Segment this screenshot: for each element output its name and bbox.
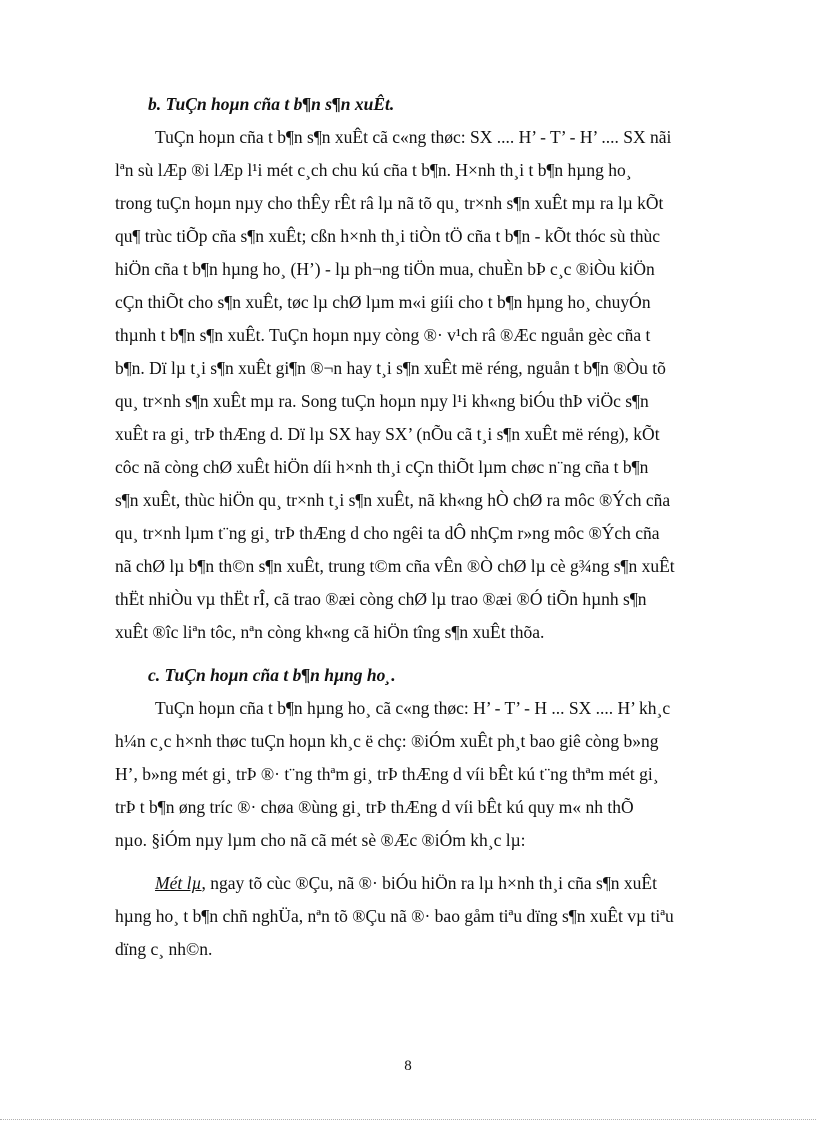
paragraph-line: nã chØ lµ b¶n th©n s¶n xuÊt, trung t©m cña vÊn ®Ò chØ lµ cè g¾ng s¶n xuÊt — [115, 556, 675, 576]
paragraph-line: hiÖn cña t b¶n hµng ho¸ (H’) - lµ ph¬ng tiÖn mua, chuÈn bÞ c¸c ®iÒu kiÖn — [115, 259, 655, 279]
paragraph-line: trong tuÇn hoµn nµy cho thÊy rÊt râ lµ nã tõ qu¸ tr×nh s¶n xuÊt mµ ra lµ kÕt — [115, 193, 664, 213]
paragraph-c — [115, 692, 767, 857]
paragraph-line: TuÇn hoµn cña t b¶n s¶n xuÊt cã c«ng thøc: SX .... H’ - T’ - H’ .... SX nãi — [155, 127, 672, 147]
section-gap — [155, 649, 767, 659]
paragraph-line: trÞ t b¶n øng tríc ®· chøa ®ùng gi¸ trÞ thÆng d víi bÊt kú quy m« nh thÕ — [115, 797, 634, 817]
page-number: 8 — [404, 1058, 412, 1074]
paragraph-line: TuÇn hoµn cña t b¶n hµng ho¸ cã c«ng thøc: H’ - T’ - H ... SX .... H’ kh¸c — [155, 698, 671, 718]
document-body — [115, 88, 767, 966]
paragraph-line: b¶n. Dï lµ t¸i s¶n xuÊt gi¶n ®¬n hay t¸i s¶n xuÊt më réng, nguån t b¶n ®Òu tõ — [115, 358, 666, 378]
paragraph-line: dïng c¸ nh©n. — [115, 939, 213, 959]
paragraph-line: qu¸ tr×nh s¶n xuÊt mµ ra. Song tuÇn hoµn nµy l¹i kh«ng biÓu thÞ viÖc s¶n — [115, 391, 649, 411]
paragraph-line-rest: , ngay tõ cùc ®Çu, nã ®· biÓu hiÖn ra lµ h×nh th¸i cña s¶n xuÊt — [201, 873, 657, 893]
paragraph-line: côc nã còng chØ xuÊt hiÖn díi h×nh th¸i cÇn thiÕt lµm chøc n¨ng cña t b¶n — [115, 457, 649, 477]
paragraph-b — [115, 121, 767, 649]
section-gap — [155, 857, 767, 867]
paragraph-line: s¶n xuÊt, thùc hiÖn qu¸ tr×nh t¸i s¶n xuÊt, nã kh«ng hÒ chØ ra môc ®Ých cña — [115, 490, 671, 510]
paragraph-line: thµnh t b¶n s¶n xuÊt. TuÇn hoµn nµy còng ®· v¹ch râ ®Æc nguån gèc cña t — [115, 325, 651, 345]
emphasis-mot-la: Mét lµ — [155, 873, 202, 893]
section-heading-c: c. TuÇn hoµn cña t b¶n hµng ho¸. — [148, 665, 396, 685]
footer-dotted-rule — [0, 1119, 816, 1120]
paragraph-line: hµng ho¸ t b¶n chñ nghÜa, nªn tõ ®Çu nã ®· bao gåm tiªu dïng s¶n xuÊt vµ tiªu — [115, 906, 674, 926]
paragraph-line: qu¸ tr×nh lµm t¨ng gi¸ trÞ thÆng d cho ngêi ta dÔ nhÇm r»ng môc ®Ých cña — [115, 523, 660, 543]
paragraph-line: xuÊt ra gi¸ trÞ thÆng d. Dï lµ SX hay SX’ (nÕu cã t¸i s¶n xuÊt më réng), kÕt — [115, 424, 660, 444]
section-heading-b: b. TuÇn hoµn cña t b¶n s¶n xuÊt. — [148, 94, 395, 114]
paragraph-line: H’, b»ng mét gi¸ trÞ ®· t¨ng thªm gi¸ trÞ thÆng d víi bÊt kú t¨ng thªm mét gi¸ — [115, 764, 659, 784]
paragraph-line: cÇn thiÕt cho s¶n xuÊt, tøc lµ chØ lµm m«i giíi cho t b¶n hµng ho¸ chuyÓn — [115, 292, 651, 312]
paragraph-line: thËt nhiÒu vµ thËt rÎ, cã trao ®æi còng chØ lµ trao ®æi ®Ó tiÕn hµnh s¶n — [115, 589, 647, 609]
paragraph-line: nµo. §iÓm nµy lµm cho nã cã mét sè ®Æc ®iÓm kh¸c lµ: — [115, 830, 526, 850]
paragraph-line: xuÊt ®îc liªn tôc, nªn còng kh«ng cã hiÖn tîng s¶n xuÊt thõa. — [115, 622, 545, 642]
paragraph-line: qu¶ trùc tiÕp cña s¶n xuÊt; cßn h×nh th¸i tiÒn tÖ cña t b¶n - kÕt thóc sù thùc — [115, 226, 660, 246]
paragraph-d — [115, 867, 767, 966]
paragraph-line: h¼n c¸c h×nh thøc tuÇn hoµn kh¸c ë chç: ®iÓm xuÊt ph¸t bao giê còng b»ng — [115, 731, 659, 751]
paragraph-line — [155, 867, 767, 900]
paragraph-line: lªn sù lÆp ®i lÆp l¹i mét c¸ch chu kú cña t b¶n. H×nh th¸i t b¶n hµng ho¸ — [115, 160, 632, 180]
